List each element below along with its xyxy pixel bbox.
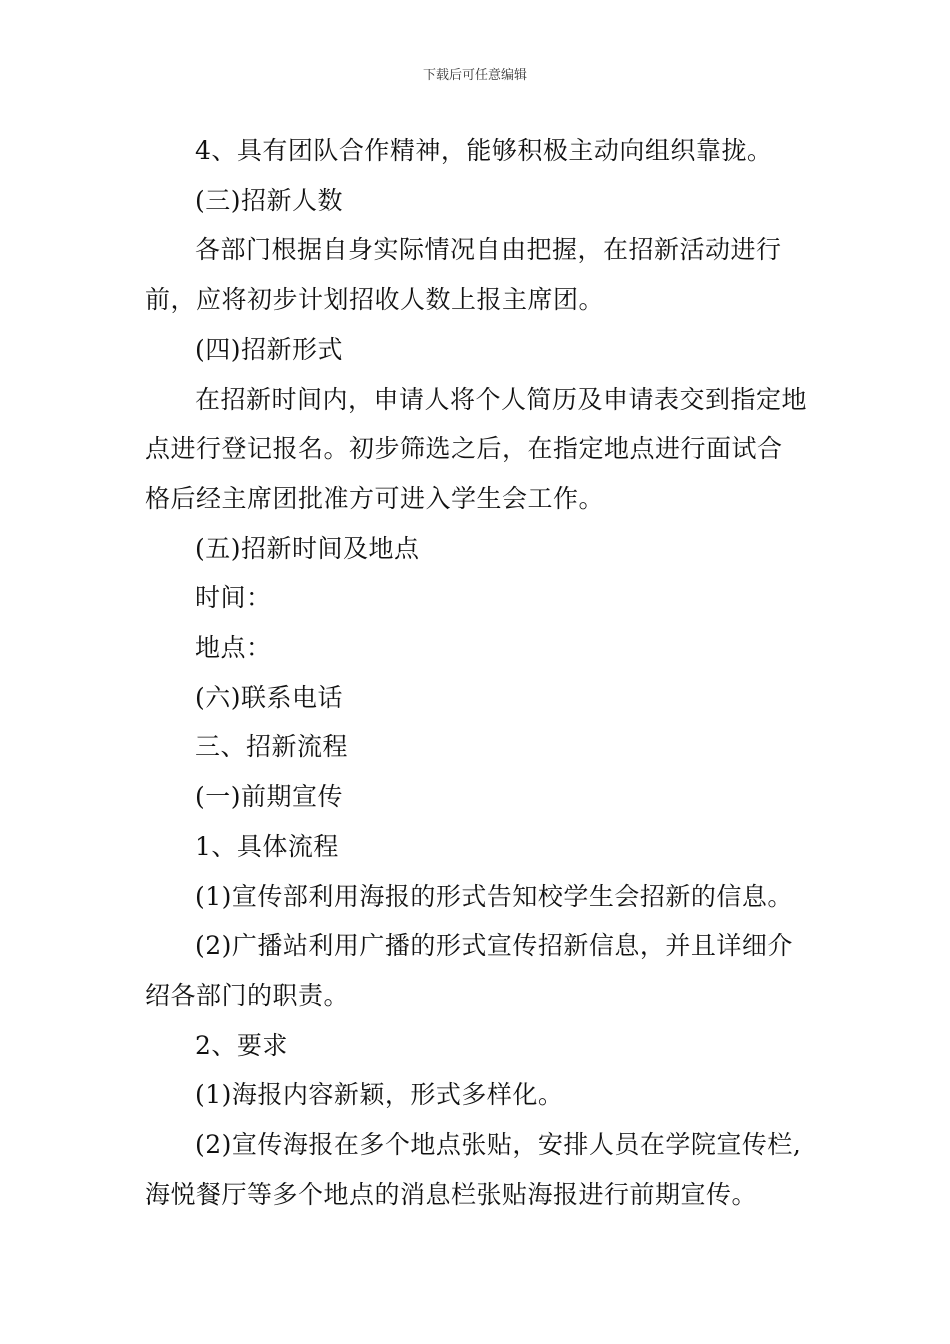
paragraph: 1、具体流程 xyxy=(195,831,339,861)
section-heading: (五)招新时间及地点 xyxy=(195,533,420,563)
section-heading: (四)招新形式 xyxy=(195,334,344,364)
list-item: (1)宣传部利用海报的形式告知校学生会招新的信息。 xyxy=(195,881,793,911)
section-heading: 三、招新流程 xyxy=(195,732,349,762)
section-heading: (一)前期宣传 xyxy=(195,782,344,812)
paragraph: 时间： xyxy=(195,583,272,613)
list-item: (2)宣传海报在多个地点张贴，安排人员在学院宣传栏,海悦餐厅等多个地点的消息栏张贴海报进行前期宣传。 xyxy=(145,1130,802,1209)
page-header: 下载后可任意编辑 xyxy=(422,68,527,83)
paragraph: 各部门根据自身实际情况自由把握，在招新活动进行前，应将初步计划招收人数上报主席团。 xyxy=(145,235,782,315)
paragraph: 在招新时间内，申请人将个人简历及申请表交到指定地点进行登记报名。初步筛选之后，在指定地点进行面试合格后经主席团批准方可进入学生会工作。 xyxy=(145,384,808,513)
section-heading: (三)招新人数 xyxy=(195,185,344,215)
paragraph: 4、具有团队合作精神，能够积极主动向组织靠拢。 xyxy=(195,136,773,165)
section-heading: (六)联系电话 xyxy=(195,682,344,712)
paragraph: 2、要求 xyxy=(195,1030,288,1060)
paragraph: 地点： xyxy=(195,633,272,663)
document-body xyxy=(145,126,807,1219)
list-item: (2)广播站利用广播的形式宣传招新信息，并且详细介绍各部门的职责。 xyxy=(145,931,793,1010)
list-item: (1)海报内容新颖，形式多样化。 xyxy=(195,1080,564,1110)
